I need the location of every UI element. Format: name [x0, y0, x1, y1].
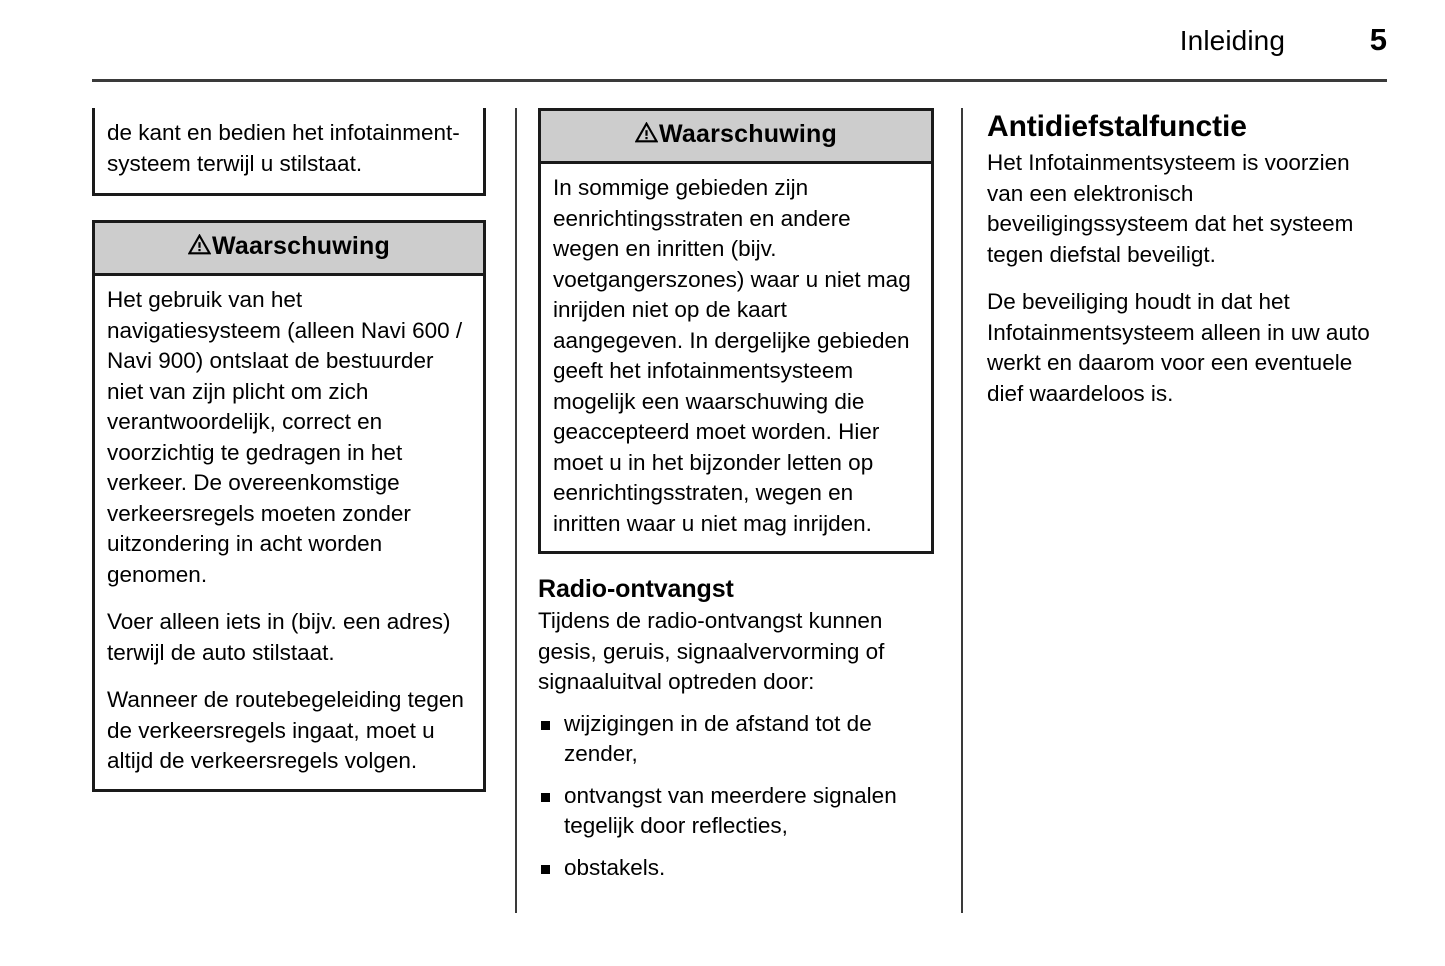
- radio-reception-bullet-list: [538, 709, 934, 884]
- radio-reception-title: Radio-ontvangst: [538, 575, 734, 603]
- page-number: 5: [1369, 22, 1387, 57]
- radio-reception-section: [538, 574, 934, 883]
- list-item-label: obstakels.: [564, 854, 666, 880]
- antitheft-paragraph-1: Het Infotainmentsysteem is voorzien van een elektronisch beveiligingssysteem dat het systeem tegen diefstal beveiligt.: [987, 150, 1354, 267]
- list-item: [538, 709, 934, 770]
- bullet-square-icon: [541, 793, 550, 802]
- warning-box-2-body: [538, 164, 934, 554]
- warning-box-2-paragraph-1: In sommige gebieden zijn eenrichtingsstraten en andere wegen en inritten (bijv. voetgangerszones) waar u niet mag inrijden niet op de kaart aangegeven. In dergelijke gebieden geeft het infotainmentsysteem mogelijk een waarschuwing die geaccepteerd moet worden. Hier moet u in het bijzonder letten op eenrichtingsstraten, wegen en inritten waar u niet mag inrijden.: [553, 175, 911, 536]
- bullet-square-icon: [541, 865, 550, 874]
- warning-triangle-icon: [188, 233, 211, 262]
- list-item: [538, 781, 934, 842]
- antitheft-title: Antidiefstalfunctie: [987, 110, 1247, 143]
- continued-note-text: de kant en bedien het infotainment-systeem terwijl u stilstaat.: [107, 120, 460, 176]
- antitheft-paragraph-2: De beveiliging houdt in dat het Infotainmentsysteem alleen in uw auto werkt en daarom voor een eventuele dief waardeloos is.: [987, 289, 1370, 406]
- list-item-label: wijzigingen in de afstand tot de zender,: [564, 710, 872, 766]
- spacer: [538, 554, 934, 574]
- warning-box-1-header: [92, 220, 486, 276]
- warning-box-1-heading-label: Waarschuwing: [212, 232, 390, 260]
- page-header: [92, 22, 1387, 84]
- radio-reception-intro: Tijdens de radio-ontvangst kunnen gesis, geruis, signaalvervorming of signaaluitval optreden door:: [538, 608, 885, 694]
- warning-box-2: [538, 108, 934, 554]
- warning-box-1-paragraph-3: Wanneer de routebegeleiding tegen de verkeersregels ingaat, moet u altijd de verkeersregels volgen.: [107, 687, 464, 773]
- column-1: [92, 108, 486, 792]
- column-divider-2: [961, 108, 963, 913]
- list-item: [538, 853, 934, 884]
- column-2: [538, 108, 934, 883]
- warning-box-1-body: [92, 276, 486, 792]
- continued-note-box: [92, 108, 486, 196]
- spacer: [92, 196, 486, 220]
- warning-box-1: [92, 220, 486, 792]
- antitheft-section: [987, 108, 1387, 409]
- warning-box-1-paragraph-2: Voer alleen iets in (bijv. een adres) terwijl de auto stilstaat.: [107, 609, 451, 665]
- warning-box-1-paragraph-1: Het gebruik van het navigatiesysteem (alleen Navi 600 / Navi 900) ontslaat de bestuurder niet van zijn plicht om zich verantwoordelijk, correct en voorzichtig te gedragen in het verkeer. De overeenkomstige verkeersregels moeten zonder uitzondering in acht worden genomen.: [107, 287, 463, 587]
- header-divider: [92, 79, 1387, 82]
- list-item-label: ontvangst van meerdere signalen tegelijk door reflecties,: [564, 782, 897, 838]
- column-3: [987, 108, 1387, 409]
- warning-box-2-header: [538, 108, 934, 164]
- page-title: Inleiding: [1179, 25, 1285, 56]
- warning-triangle-icon: [635, 121, 658, 150]
- column-divider-1: [515, 108, 517, 913]
- header-inner: [92, 22, 1387, 72]
- bullet-square-icon: [541, 721, 550, 730]
- warning-box-2-heading-label: Waarschuwing: [659, 120, 837, 148]
- continued-note-body: [95, 108, 483, 193]
